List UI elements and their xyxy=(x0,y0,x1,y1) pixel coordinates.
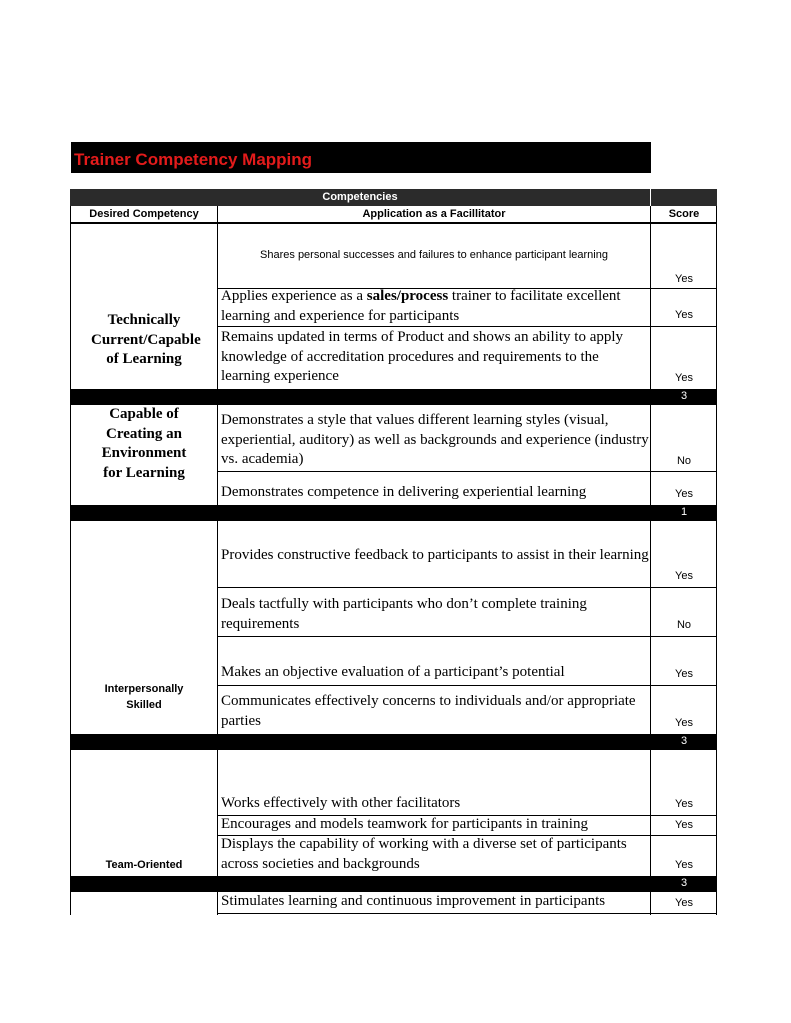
competency-text: Communicates effectively concerns to individuals and/or appropriate parties xyxy=(221,693,636,729)
score-value: Yes xyxy=(675,309,693,321)
competency-text: Works effectively with other facilitators xyxy=(221,795,461,811)
score-value: Yes xyxy=(675,819,693,831)
competency-text: Encourages and models teamwork for participants in training xyxy=(221,816,588,832)
competency-text: Applies experience as a sales/process trainer to facilitate excellent learning and experience for participants xyxy=(221,288,621,324)
score-value: Yes xyxy=(675,798,693,810)
competency-text: Demonstrates competence in delivering experiential learning xyxy=(221,484,587,500)
competency-text: Demonstrates a style that values different learning styles (visual, experiential, auditory) as well as backgrounds and experience (industry vs. academia) xyxy=(221,412,649,467)
score-value: Yes xyxy=(675,570,693,582)
score-value: No xyxy=(676,455,692,467)
score-header-bar xyxy=(651,189,717,206)
competency-text: Deals tactfully with participants who don’t complete training requirements xyxy=(221,596,587,632)
column-header-desired: Desired Competency xyxy=(89,208,199,220)
competencies-header: Competencies xyxy=(322,191,398,203)
competency-text: Remains updated in terms of Product and shows an ability to apply knowledge of accreditation procedures and requirements to the learning experience xyxy=(221,329,624,384)
score-value: Yes xyxy=(675,859,693,871)
score-value: Yes xyxy=(675,717,693,729)
section-total-bar xyxy=(70,389,717,405)
category-label: Technically Current/Capable of Learning xyxy=(91,312,201,367)
score-value: Yes xyxy=(675,488,693,500)
category-label: Team-Oriented xyxy=(105,859,183,871)
category-label: Capable of Creating an Environment for Learning xyxy=(101,406,187,481)
section-total-bar xyxy=(70,876,717,892)
section-total-bar xyxy=(70,505,717,521)
score-value: Yes xyxy=(675,897,693,909)
score-value: Yes xyxy=(675,372,693,384)
category-label: Interpersonally Skilled xyxy=(104,683,184,711)
section-total: 3 xyxy=(680,735,688,747)
competency-text: Stimulates learning and continuous improvement in participants xyxy=(221,893,606,909)
competency-text: Makes an objective evaluation of a participant’s potential xyxy=(221,664,565,680)
score-value: No xyxy=(676,619,692,631)
competency-text: Shares personal successes and failures to enhance participant learning xyxy=(260,249,608,261)
page-title: Trainer Competency Mapping xyxy=(74,150,313,169)
section-total: 3 xyxy=(680,390,688,402)
competency-text: Provides constructive feedback to participants to assist in their learning xyxy=(221,547,649,563)
column-header-score: Score xyxy=(668,208,700,220)
section-total: 1 xyxy=(680,506,688,518)
section-total-bar xyxy=(70,734,717,750)
section-total: 3 xyxy=(680,877,688,889)
score-value: Yes xyxy=(675,273,693,285)
score-value: Yes xyxy=(675,668,693,680)
column-header-application: Application as a Facillitator xyxy=(362,208,506,220)
competency-text: Displays the capability of working with a diverse set of participants across societies and backgrounds xyxy=(221,836,627,872)
